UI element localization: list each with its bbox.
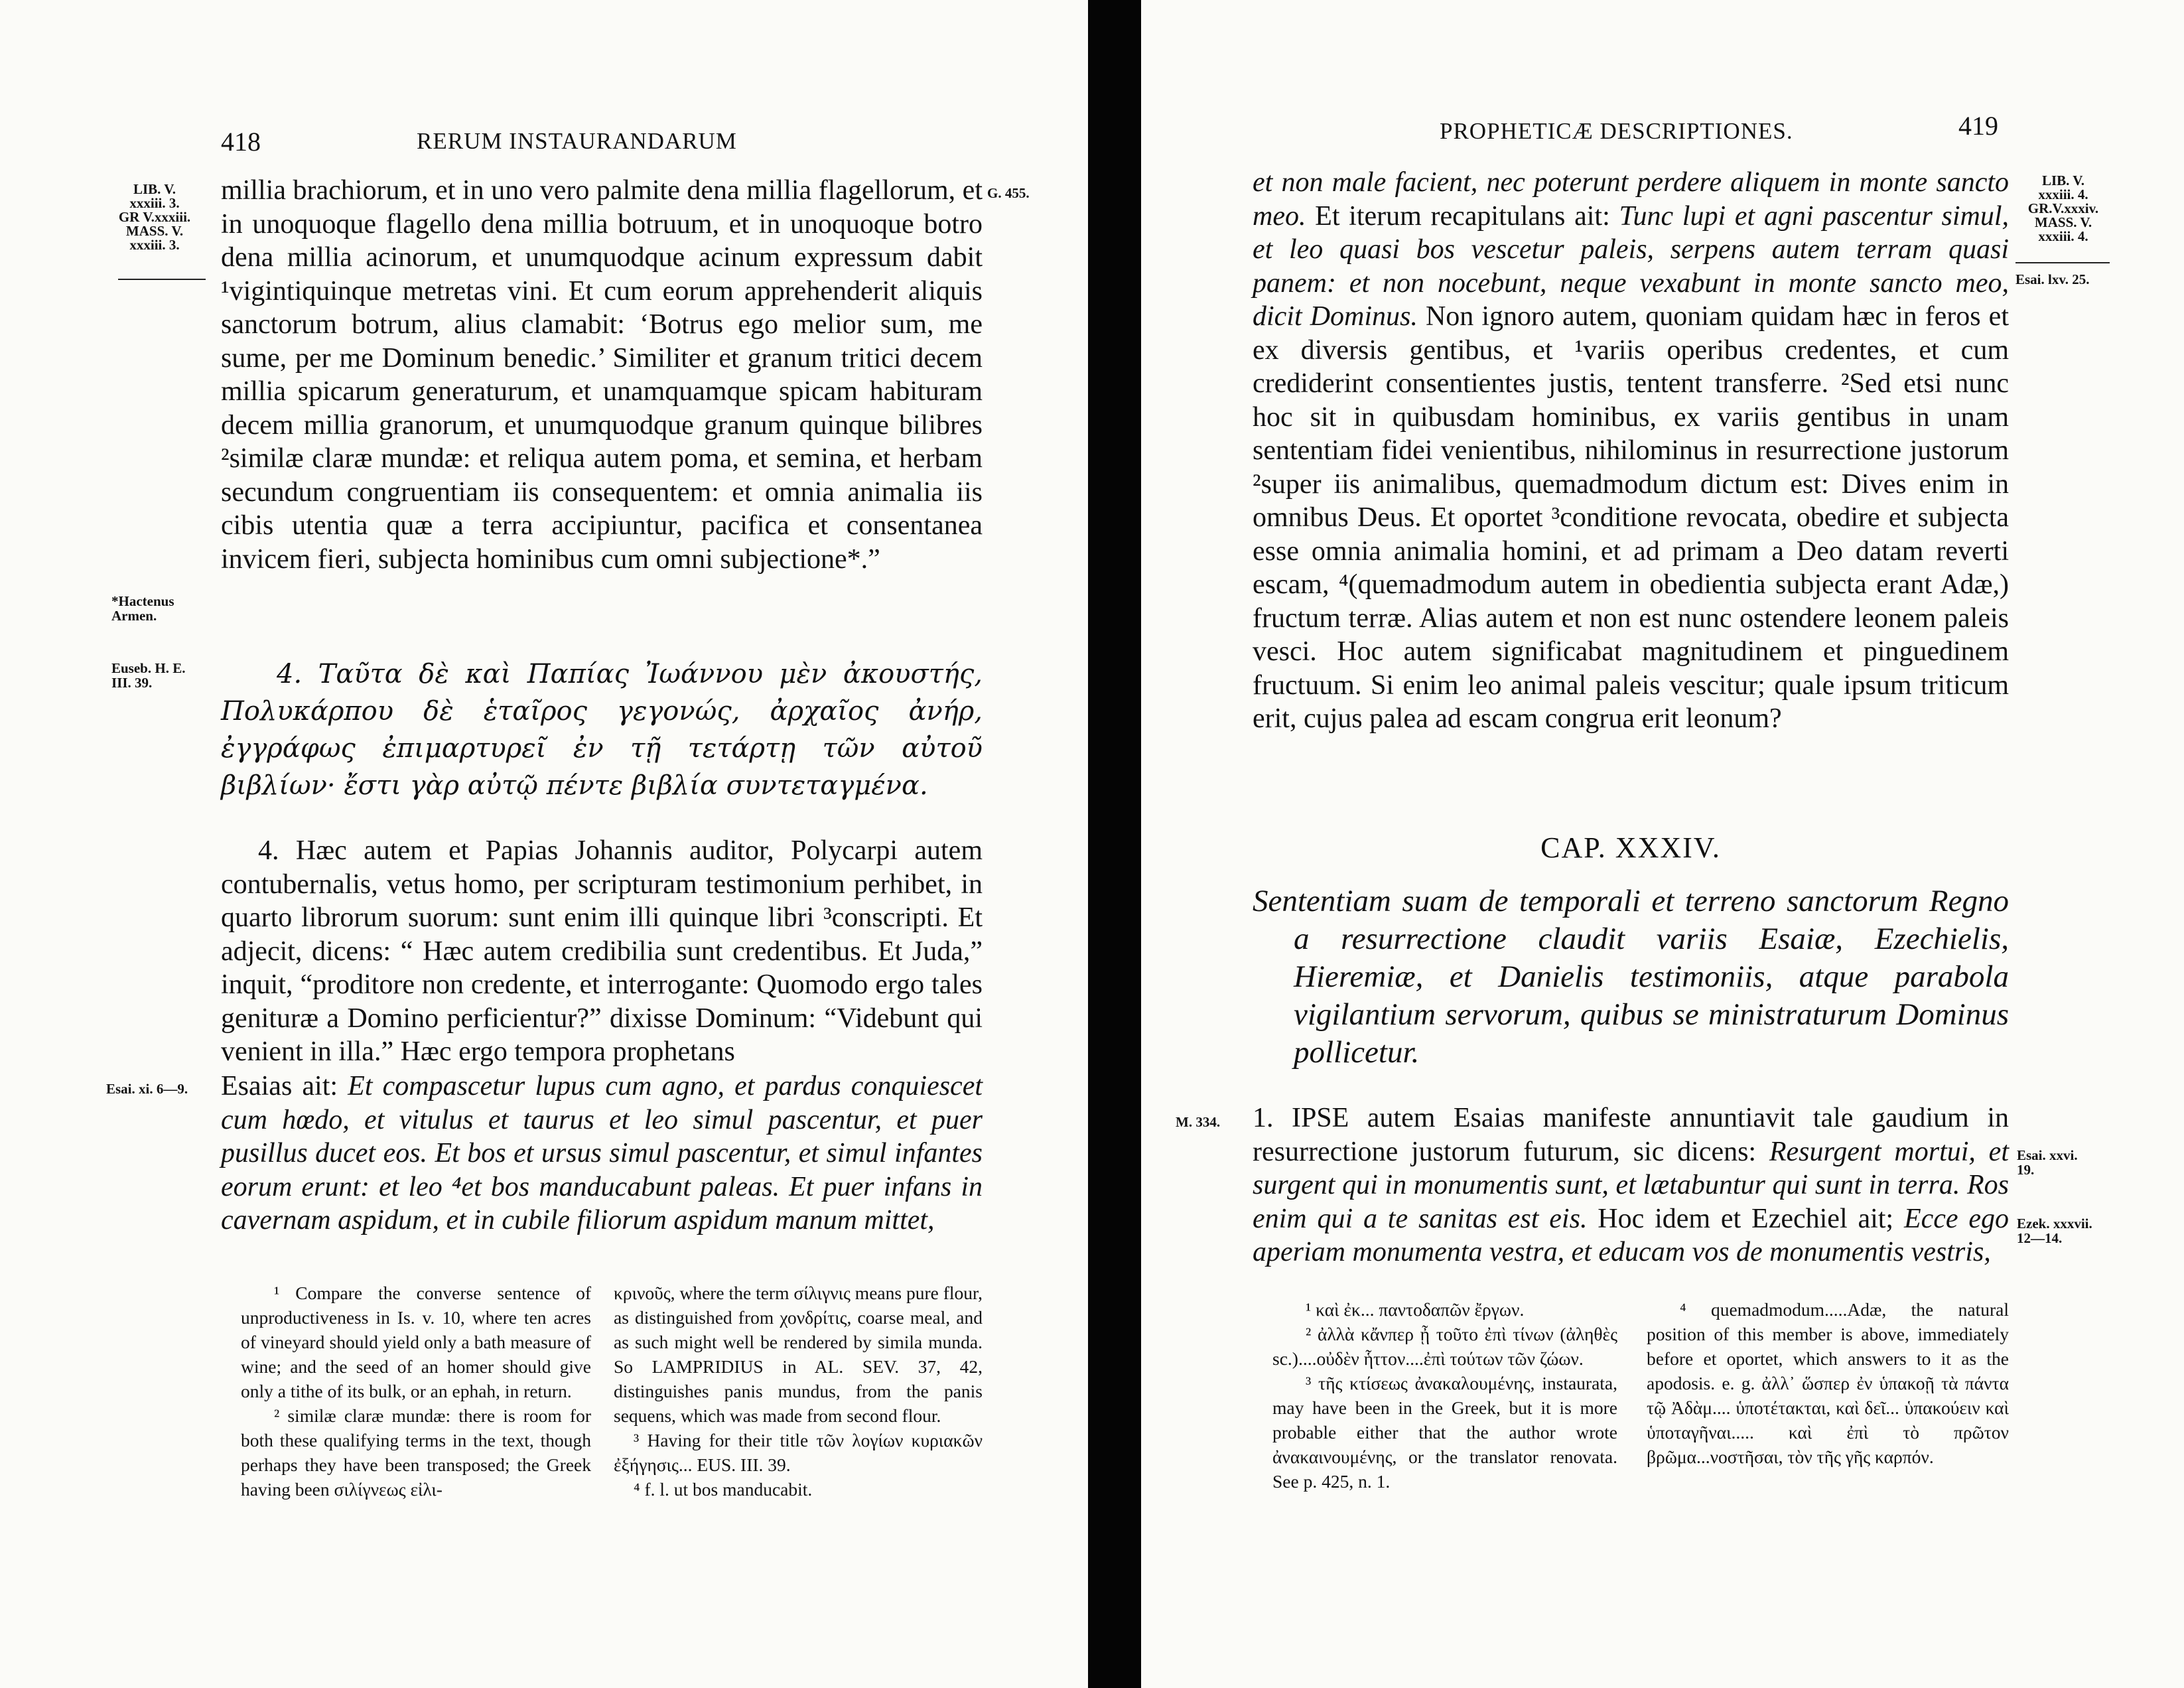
margin-m334: M. 334. bbox=[1176, 1114, 1221, 1130]
left-page bbox=[0, 0, 1088, 1688]
paragraph-text: 1. IPSE autem Esaias manifeste annuntiavit tale gaudium in resurrectione justorum futurum, sic dicens: bbox=[1253, 1103, 2009, 1167]
chapter-heading: CAP. XXXIV. bbox=[1540, 831, 1721, 864]
book-gutter bbox=[1088, 0, 1141, 1688]
scripture-quote: Et compascetur lupus cum agno, et pardus conquiescet cum hœdo, et vitulus et taurus et leo simul pascentur, et puer pusillus ducet eos. Et bos et ursus simul pascentur, et simul infantes eorum erunt: et leo ⁴et bos manducabunt paleas. Et puer infans in cavernam aspidum, et in cubile filiorum aspidum manum mittet, bbox=[221, 1071, 983, 1235]
right-page bbox=[1141, 0, 2184, 1688]
margin-g-reference: G. 455. bbox=[987, 185, 1030, 201]
footnote-3: ³ τῆς κτίσεως ἀνακαλουμένης, instaurata, may have been in the Greek, but it is more probable either that the author wrote ἀνακαινουμένης, or the translator renovata. See p. 425, n. 1. bbox=[1272, 1373, 1617, 1492]
paragraph-text: Hoc idem et Ezechiel ait; bbox=[1598, 1203, 1894, 1234]
footnote-1: ¹ καὶ ἐκ... παντοδαπῶν ἔργων. bbox=[1306, 1299, 1525, 1320]
margin-rule bbox=[118, 279, 206, 280]
right-page-number: 419 bbox=[1958, 111, 1998, 141]
margin-esai: Esai. xi. 6—9. bbox=[106, 1081, 188, 1097]
paragraph-text: millia brachiorum, et in uno vero palmite dena millia flagellorum, et in unoquoque flagello dena millia botruum, et in unoquoque botro dena millia acinorum, et unumquodque acinum expressum dabit ¹vigintiquinque metretas vini. Et cum eorum apprehenderit aliquis sanctorum botrum, alius clamabit: ‘Botrus ego melior sum, me sume, per me Dominum benedic.’ Similiter et granum tritici decem millia spicarum generaturum, et unamquamque spicam habituram decem millia granorum, et unumquodque granum quinque bilibres ²similæ claræ mundæ: et reliqua autem poma, et semina, et herbam secundum congruentiam iis consequentem: et omnia animalia iis cibis utentia quæ a terra accipiuntur, pacifica et consentanea invicem fieri, subjecta hominibus cum omni subjectione*.” bbox=[221, 175, 983, 575]
scripture-quote: Tunc lupi et agni pascentur simul, et leo quasi bos vescetur paleis, serpens autem terram quasi panem: et non nocebunt, neque vexabunt in monte sancto meo, dicit Dominus. bbox=[1253, 200, 2010, 332]
footnote-4: ⁴ f. l. ut bos manducabit. bbox=[634, 1479, 813, 1500]
scripture-quote: Ecce ego aperiam monumenta vestra, et educam vos de monumentis vestris, bbox=[1253, 1203, 2010, 1267]
left-page-number: 418 bbox=[221, 127, 261, 157]
footnote-4: ⁴ quemadmodum.....Adæ, the natural position of this member is above, immediately before et oportet, which answers to it as the apodosis. e. g. ἀλλ᾽ ὥσπερ ἐν ὑπακοῇ τὰ πάντα τῷ Ἀδὰμ.... ὑποτέτακται, καὶ δεῖ... ὑπακούειν καὶ ὑποταγῆναι..... καὶ ἐπὶ τὸ πρῶτον βρῶμα...νοστῆσαι, τὸν τῆς γῆς καρπόν. bbox=[1647, 1299, 2009, 1467]
right-footnotes-col1 bbox=[1272, 1297, 1617, 1494]
left-footnotes-col1 bbox=[241, 1281, 591, 1502]
left-margin-reference: LIB. V. xxxiii. 3. GR V.xxxiii. MASS. V. xxxiii. 3. bbox=[118, 181, 191, 253]
left-paragraph-3 bbox=[221, 1070, 983, 1237]
scripture-quote: et non male facient, nec poterunt perdere aliquem in monte sancto meo. bbox=[1253, 167, 2009, 232]
right-margin-reference: LIB. V. xxxiii. 4. GR.V.xxxiv. MASS. V. xxxiii. 4. bbox=[2027, 173, 2099, 244]
footnote-1: ¹ Compare the converse sentence of unproductiveness in Is. v. 10, where ten acres of vineyard should yield only a bath measure of wine; and the seed of an homer should give only a tithe of its bulk, or an ephah, in return. bbox=[241, 1283, 591, 1401]
chapter-summary: Sententiam suam de temporali et terreno sanctorum Regno a resurrectione claudit variis Esaiæ, Ezechielis, Hieremiæ, et Danielis testimoniis, atque parabola vigilantium servorum, quibus se ministraturum Dominus pollicetur. bbox=[1253, 884, 2009, 1070]
left-running-head: RERUM INSTAURANDARUM bbox=[417, 128, 737, 154]
left-paragraph-2: 4. Hæc autem et Papias Johannis auditor, Polycarpi autem contubernalis, vetus homo, per scripturam testimonium perhibet, in quarto librorum suorum: sunt enim illi quinque libri ³conscripti. Et adjecit, dicens: “ Hæc autem credibilia sunt credentibus. Et Juda,” inquit, “proditore non credente, et interrogante: Quomodo ergo tales genituræ a Domino perficientur?” dixisse Dominum: “Videbunt qui venient in illa.” Hæc ergo tempora prophetans bbox=[221, 835, 983, 1067]
left-footnotes-col2 bbox=[614, 1281, 983, 1502]
paragraph-text: Non ignoro autem, quoniam quidam hæc in feros et ex diversis gentibus, et ¹variis operibus credentes, et cum crediderint consentientes justis, tentent transferre. ²Sed etsi nunc hoc sit in quibusdam hominibus, ex variis gentibus in unam sententiam fidei venientibus, nihilominus in resurrectione justorum ²super iis animalibus, quemadmodum dictum est: Dives enim in omnibus Deus. Et oportet ³conditione revocata, obedire et subjecta esse omnia animalia homini, et ad primam a Deo datam reverti escam, ⁴(quemadmodum autem in obedientia subjecta erant Adæ,) fructum terræ. Alias autem et non est nunc ostendere leonem paleis vesci. Hoc autem significabat magnitudinem et pinguedinem fructuum. Si enim leo animal paleis vescitur; quale ipsum triticum erit, cujus palea ad escam congrua erit leonum? bbox=[1253, 301, 2009, 734]
paragraph-text: Et iterum recapitulans ait: bbox=[1315, 200, 1610, 232]
margin-hactenus: *Hactenus Armen. bbox=[111, 593, 174, 624]
margin-esai-26: Esai. xxvi. 19. bbox=[2017, 1147, 2078, 1178]
paragraph-lead: Esaias ait: bbox=[221, 1071, 338, 1101]
right-paragraph-2 bbox=[1253, 1101, 2009, 1269]
footnote-3: ³ Having for their title τῶν λογίων κυριακῶν ἐξήγησις... EUS. III. 39. bbox=[614, 1430, 983, 1475]
greek-paragraph: 4. Ταῦτα δὲ καὶ Παπίας Ἰωάννου μὲν ἀκουστής, Πολυκάρπου δὲ ἑταῖρος γεγονώς, ἀρχαῖος ἀνήρ, ἐγγράφως ἐπιμαρτυρεῖ ἐν τῇ τετάρτῃ τῶν αὐτοῦ βιβλίων· ἔστι γὰρ αὐτῷ πέντε βιβλία συντεταγμένα. bbox=[221, 659, 983, 801]
footnote-2: ² ἀλλὰ κἄνπερ ᾖ τοῦτο ἐπὶ τίνων (ἀληθὲς sc.)....οὐδὲν ἧττον....ἐπὶ τούτων τῶν ζώων. bbox=[1272, 1324, 1617, 1369]
right-paragraph-1 bbox=[1253, 166, 2009, 736]
margin-ezek: Ezek. xxxvii. 12—14. bbox=[2017, 1216, 2092, 1246]
scripture-quote: Resurgent mortui, et surgent qui in monumentis sunt, et lætabuntur qui sunt in terra. Ros enim qui a te sanitas est eis. bbox=[1253, 1136, 2009, 1234]
right-footnotes-col2 bbox=[1647, 1297, 2009, 1469]
left-paragraph-1 bbox=[221, 174, 983, 576]
footnote-2: ² similæ claræ mundæ: there is room for both these qualifying terms in the text, though perhaps they have been transposed; the Greek having been σιλίγνεως εἰλι- bbox=[241, 1405, 591, 1500]
margin-euseb: Euseb. H. E. III. 39. bbox=[111, 660, 186, 691]
footnote-2-cont: κρινοῦς, where the term σίλιγνις means pure flour, as distinguished from χονδρίτις, coarse meal, and as such might well be rendered by simila munda. So LAMPRIDIUS in AL. SEV. 37, 42, distinguishes panis mundus, from the panis sequens, which was made from second flour. bbox=[614, 1283, 983, 1426]
margin-rule bbox=[2015, 262, 2110, 263]
right-running-head: PROPHETICÆ DESCRIPTIONES. bbox=[1440, 118, 1793, 144]
margin-esai-65: Esai. lxv. 25. bbox=[2015, 271, 2090, 287]
